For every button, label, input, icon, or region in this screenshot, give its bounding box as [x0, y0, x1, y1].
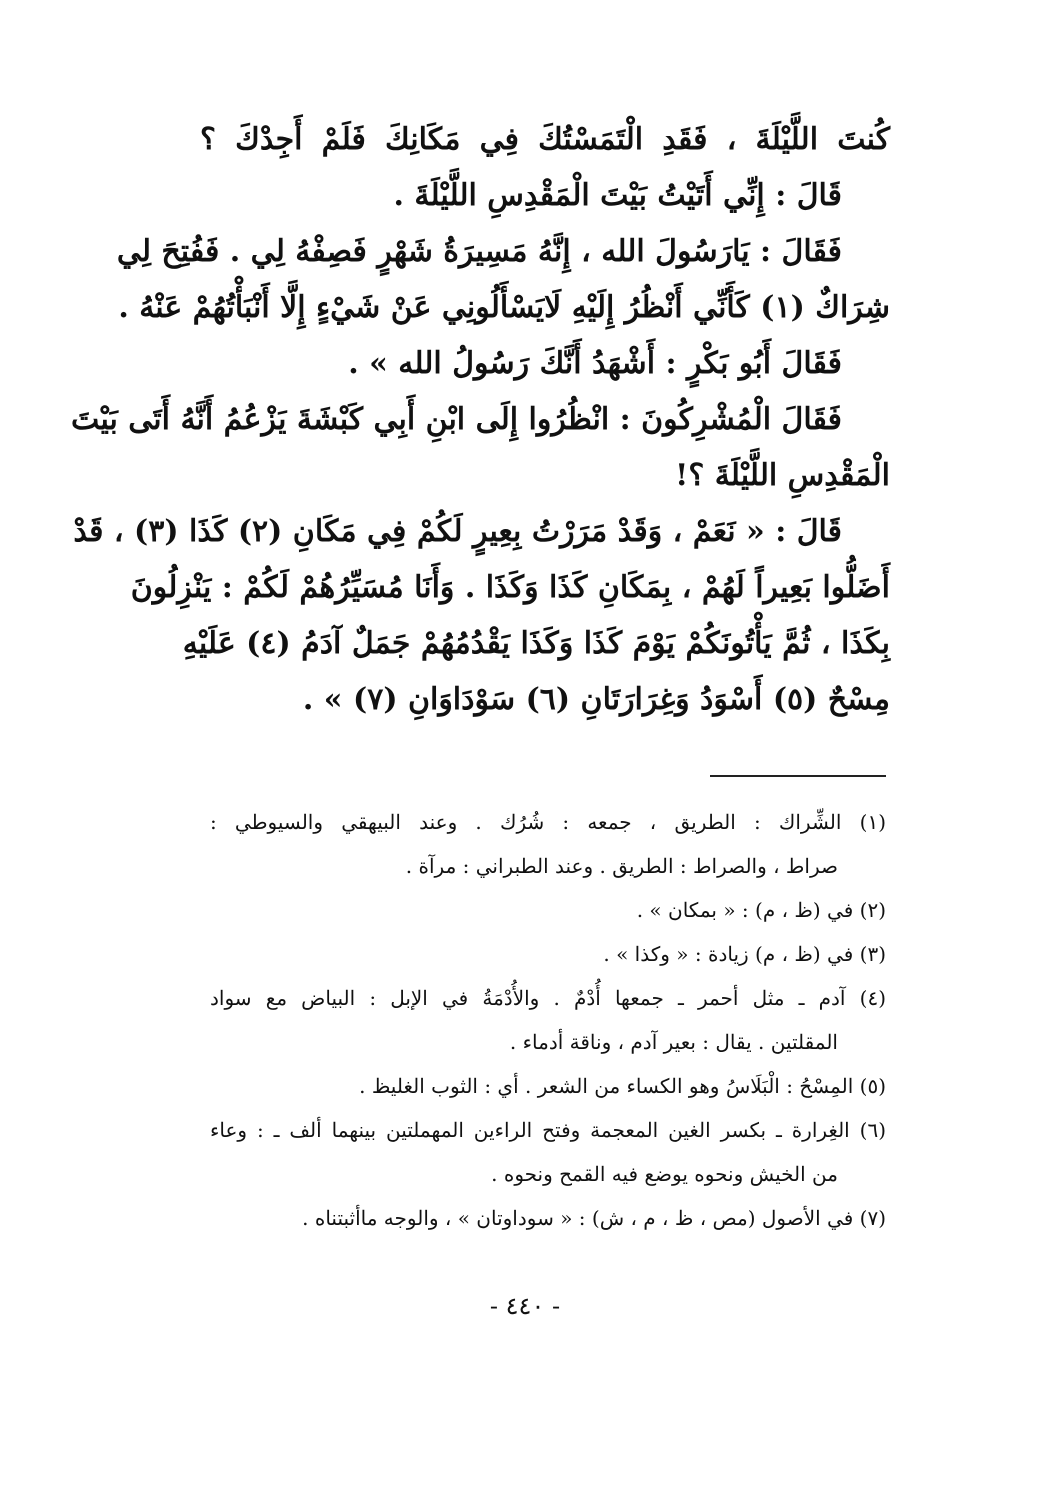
page-number: - ٤٤٠ -	[489, 1292, 561, 1320]
footnote-line: (٢) في (ظ ، م) : « بمكان » .	[636, 898, 886, 922]
text-line: الْمَقْدِسِ اللَّيْلَةَ ؟!	[675, 458, 890, 493]
footnote-line: (٦) الغِرارة ـ بكسر الغين المعجمة وفتح الراءين المهملتين بينهما ألف ـ : وعاء	[210, 1118, 886, 1142]
main-text	[71, 112, 890, 728]
footnote-separator	[710, 775, 886, 777]
footnote-line: صراط ، والصراط : الطريق . وعند الطبراني : مرآة .	[405, 854, 838, 878]
text-line: قَالَ : « نَعَمْ ، وَقَدْ مَرَرْتُ بِعِيرٍ لَكُمْ فِي مَكَانِ (٢) كَذَا (٣) ، قَدْ	[73, 514, 842, 549]
footnote-line: (١) الشِّراك : الطريق ، جمعه : شُرُك . وعند البيهقي والسيوطي :	[210, 810, 886, 834]
text-line: فَقَالَ : يَارَسُولَ الله ، إِنَّهُ مَسِيرَةُ شَهْرٍ فَصِفْهُ لِي . فَفُتِحَ لِي	[116, 234, 842, 269]
footnote-line: (٣) في (ظ ، م) زيادة : « وكذا » .	[603, 942, 886, 966]
text-line: شِرَاكٌ (١) كَأَنِّي أَنْظُرُ إِلَيْهِ لَايَسْأَلُونِي عَنْ شَيْءٍ إِلَّا أَنْبَأْتُهُمْ عَنْهُ .	[118, 290, 890, 325]
footnote-line: المقلتين . يقال : بعير آدم ، وناقة أدماء .	[509, 1030, 838, 1054]
text-line: كُنتَ اللَّيْلَةَ ، فَقَدِ الْتَمَسْتُكَ فِي مَكَانِكَ فَلَمْ أَجِدْكَ ؟	[200, 122, 890, 157]
footnote-line: (٧) في الأصول (مص ، ظ ، م ، ش) : « سوداوتان » ، والوجه ماأثبتناه .	[302, 1206, 886, 1230]
footnote-line: من الخيش ونحوه يوضع فيه القمح ونحوه .	[491, 1162, 838, 1186]
text-line: بِكَذَا ، ثُمَّ يَأْتُونَكُمْ يَوْمَ كَذَا وَكَذَا يَقْدُمُهُمْ جَمَلٌ آدَمُ (٤) عَلَيْهِ	[182, 626, 890, 661]
text-line: مِسْحٌ (٥) أَسْوَدُ وَغِرَارَتَانِ (٦) سَوْدَاوَانِ (٧) » .	[302, 682, 890, 717]
text-line: فَقَالَ الْمُشْرِكُونَ : انْظُرُوا إِلَى ابْنِ أَبِي كَبْشَةَ يَزْعُمُ أَنَّهُ أَتَى بَيْتَ	[71, 402, 842, 437]
footnote-line: (٥) المِسْحُ : الْبَلَاسُ وهو الكساء من الشعر . أي : الثوب الغليظ .	[359, 1074, 886, 1098]
text-line: قَالَ : إِنِّي أَتَيْتُ بَيْتَ الْمَقْدِسِ اللَّيْلَةَ .	[393, 178, 842, 213]
footnotes	[210, 800, 886, 1240]
text-line: فَقَالَ أَبُو بَكْرٍ : أَشْهَدُ أَنَّكَ رَسُولُ الله » .	[348, 346, 842, 381]
text-line: أَضَلُّوا بَعِيراً لَهُمْ ، بِمَكَانِ كَذَا وَكَذَا . وَأَنَا مُسَيِّرُهُمْ لَكُمْ : يَنْزِلُونَ	[130, 570, 890, 605]
footnote-line: (٤) آدم ـ مثل أحمر ـ جمعها أُدْمٌ . والأُدْمَةُ في الإبل : البياض مع سواد	[210, 986, 886, 1010]
